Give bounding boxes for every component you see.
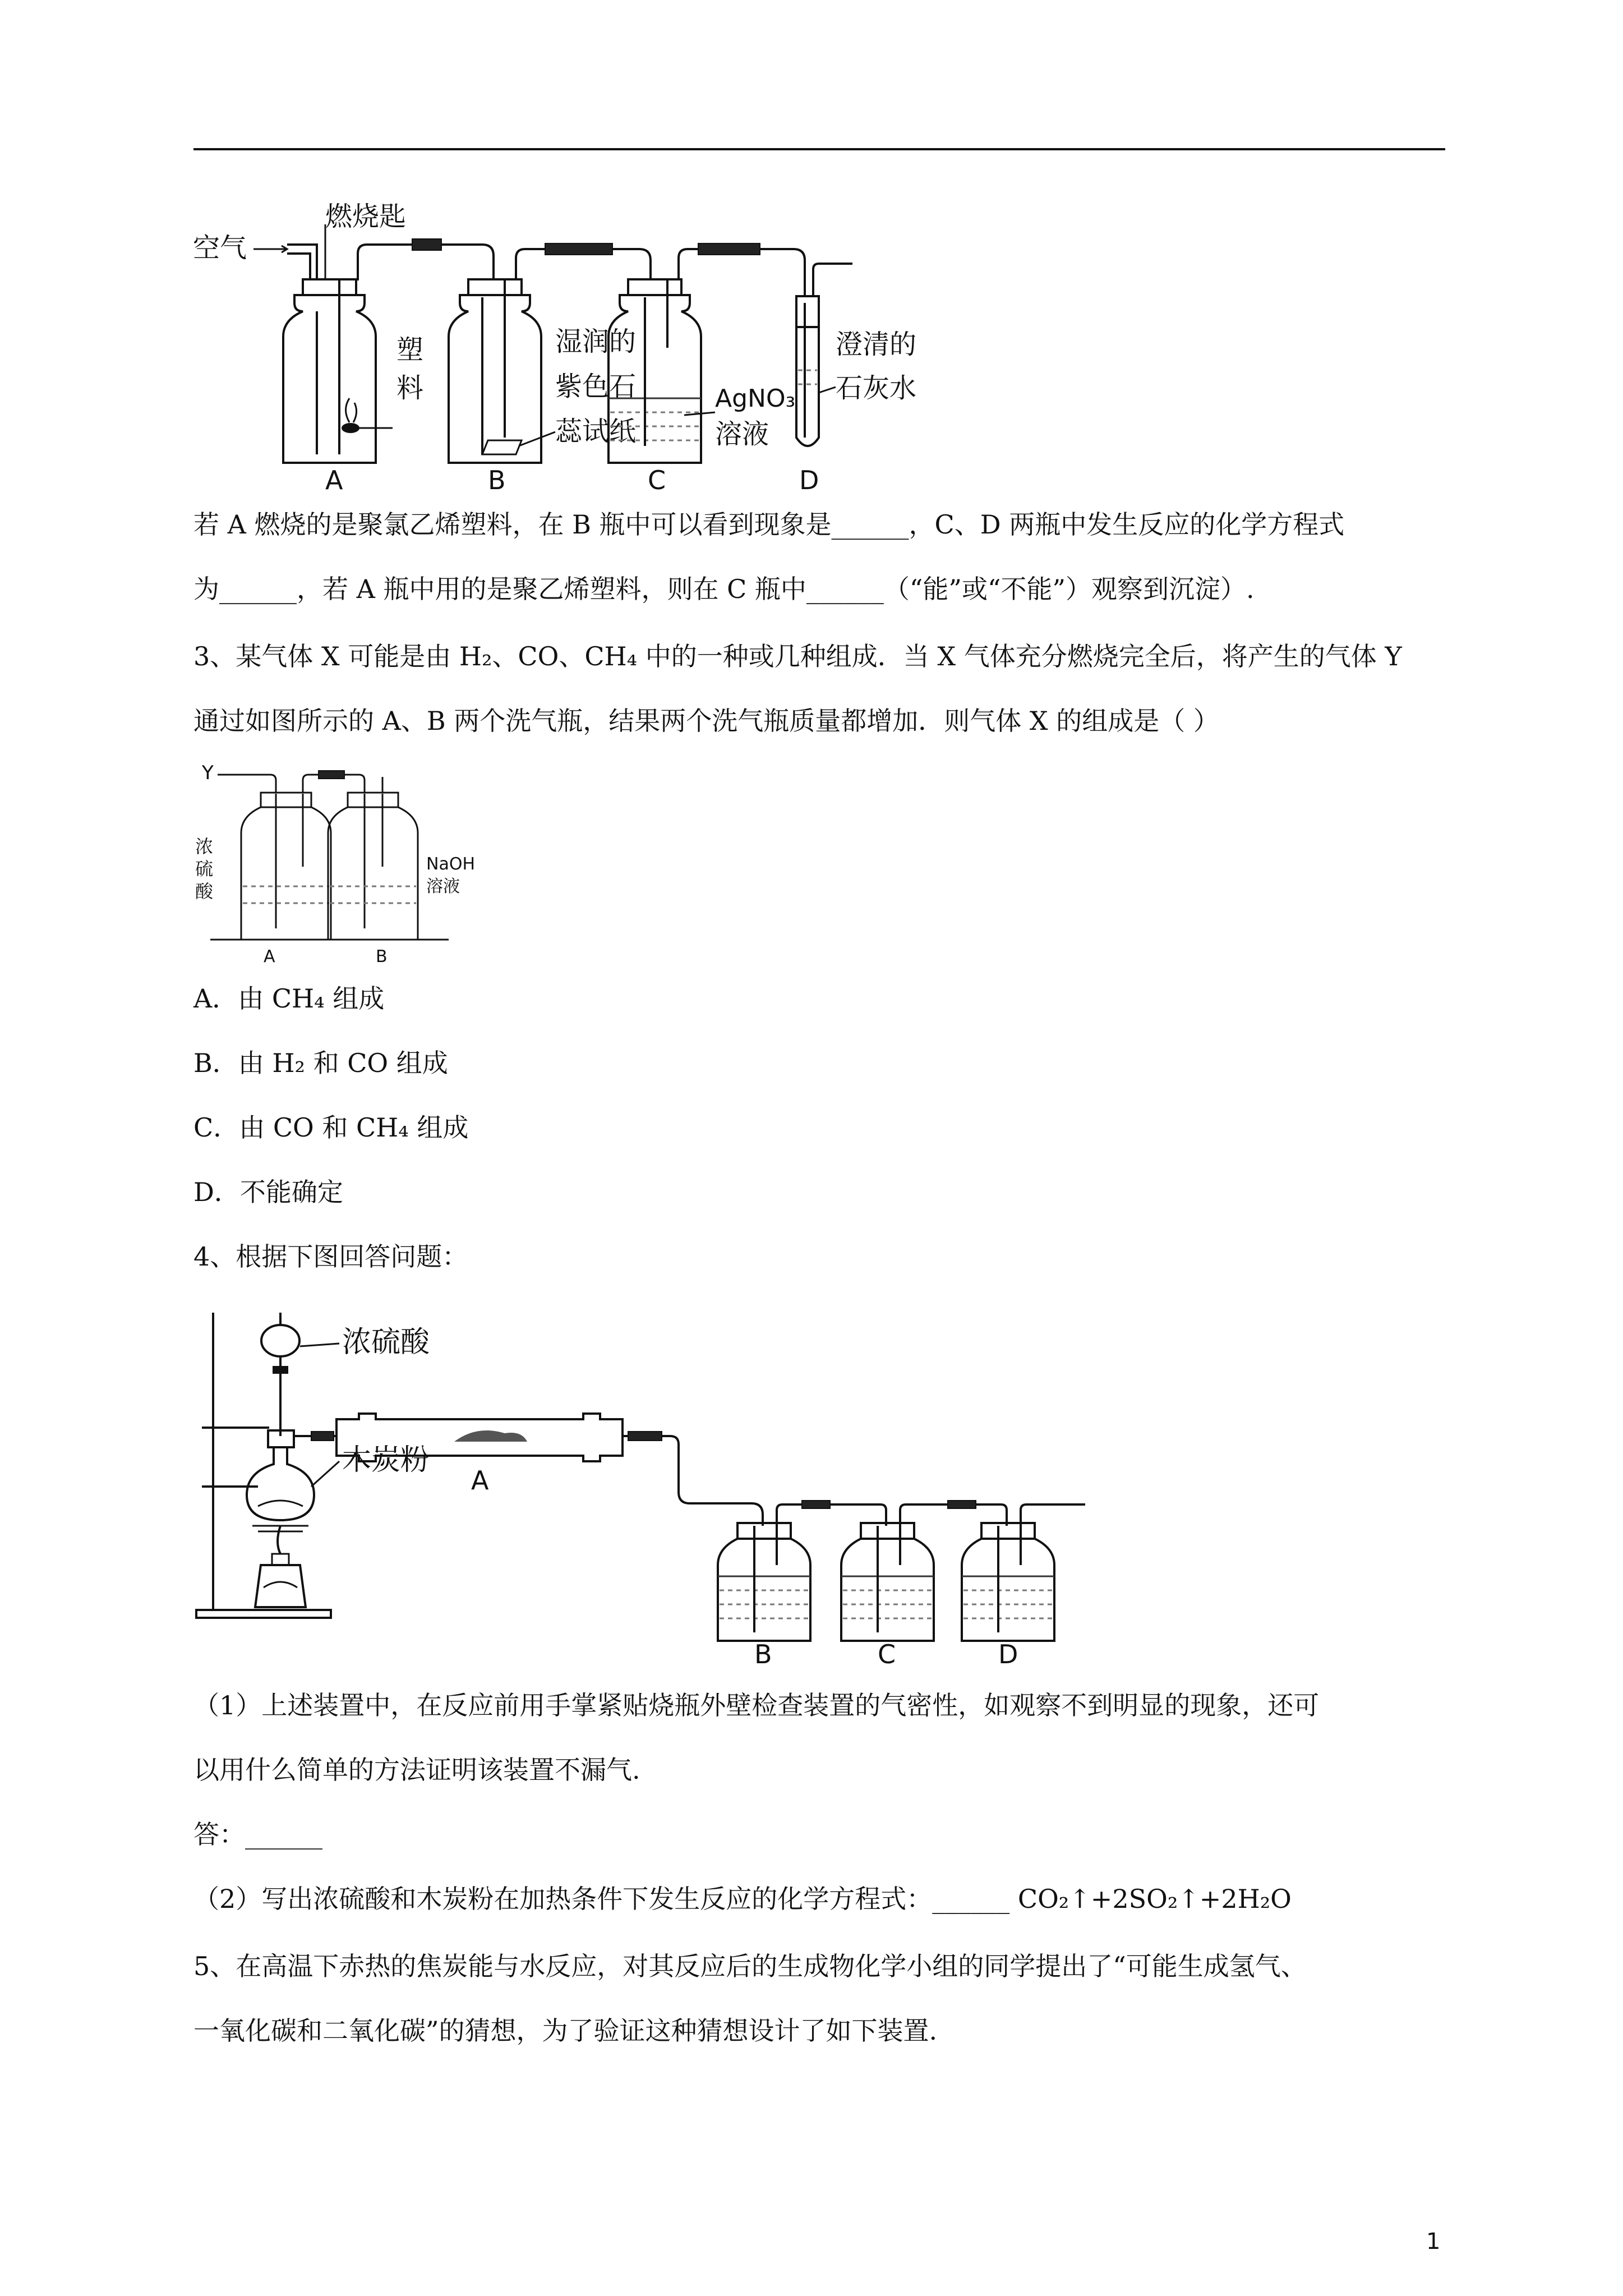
label-agno3-1: AgNO₃ [715,384,796,413]
bottle-label-a: A [325,465,343,495]
label-lime-1: 澄清的 [836,329,917,360]
label-acid-2: 硫 [195,858,214,880]
label-conc-sulfuric: 浓硫酸 [342,1326,430,1359]
label-agno3-2: 溶液 [715,418,769,450]
label-y: Y [202,762,214,784]
iron-stand [196,1313,331,1618]
q3-option-c: C．由 CO 和 CH₄ 组成 [193,1112,469,1143]
wash-bottle-a [241,793,331,940]
label-acid-1: 浓 [195,836,214,857]
bottle-label-d3: D [998,1639,1018,1669]
label-naoh-1: NaOH [426,854,475,874]
label-litmus-1: 湿润的 [555,326,637,357]
bottle-label-c: C [648,465,666,495]
figure-wash-bottles [191,760,505,968]
figure-sulfuric-acid-apparatus [191,1301,1110,1669]
bottle-label-b2: B [376,947,388,967]
bottle-label-a2: A [264,947,275,967]
q4-answer: 答：______ [193,1819,322,1849]
label-air: 空气 [193,232,247,264]
bottle-label-c3: C [878,1639,896,1669]
label-naoh-2: 溶液 [426,877,460,896]
header-rule [193,148,1445,150]
label-litmus-2: 紫色石 [555,371,637,402]
q2-text-line2: 为______，若 A 瓶中用的是聚乙烯塑料，则在 C 瓶中______（“能”或“不能”）观察到沉淀）. [193,574,1255,604]
alcohol-burner [252,1526,308,1607]
absorber-bottle-b [718,1523,810,1641]
bottle-b [449,279,541,463]
q4-title: 4、根据下图回答问题： [193,1241,468,1272]
q3-stem-line1: 3、某气体 X 可能是由 H₂、CO、CH₄ 中的一种或几种组成．当 X 气体充分燃烧完全后，将产生的气体 Y [193,641,1402,671]
bottle-label-b3: B [754,1639,772,1669]
q2-text-line1: 若 A 燃烧的是聚氯乙烯塑料，在 B 瓶中可以看到现象是______，C、D 两瓶中发生反应的化学方程式 [193,509,1345,540]
label-acid-3: 酸 [195,881,214,902]
tube-label-a: A [471,1465,489,1496]
absorber-bottle-c [841,1523,934,1641]
absorber-bottle-d [962,1504,1085,1641]
figure-plastic-combustion-apparatus [191,191,917,495]
bottle-label-b: B [488,465,506,495]
page-number: 1 [1426,2229,1441,2254]
q3-option-a: A．由 CH₄ 组成 [193,983,385,1014]
wash-bottle-b [328,793,418,940]
q5-stem-line1: 5、在高温下赤热的焦炭能与水反应，对其反应后的生成物化学小组的同学提出了“可能生成氢气、 [193,1951,1307,1981]
label-spoon: 燃烧匙 [325,201,407,232]
round-bottom-flask [247,1430,314,1520]
q3-stem-line2: 通过如图所示的 A、B 两个洗气瓶，结果两个洗气瓶质量都增加．则气体 X 的组成是（ ） [193,706,1219,736]
label-lime-2: 石灰水 [836,372,917,404]
q4-part2: （2）写出浓硫酸和木炭粉在加热条件下发生反应的化学方程式：______ CO₂↑+2SO₂↑+2H₂O [193,1884,1292,1914]
label-plastic-1: 塑 [396,334,424,366]
q4-part1-line2: 以用什么简单的方法证明该装置不漏气. [193,1755,640,1785]
q5-stem-line2: 一氧化碳和二氧化碳”的猜想，为了验证这种猜想设计了如下装置. [193,2016,938,2046]
bottle-label-d: D [799,465,819,495]
label-plastic-2: 料 [396,372,424,404]
separatory-funnel [261,1313,299,1436]
q4-part1-line1: （1）上述装置中，在反应前用手掌紧贴烧瓶外壁检查装置的气密性，如观察不到明显的现象，还可 [193,1690,1320,1720]
q3-option-b: B．由 H₂ 和 CO 组成 [193,1048,448,1078]
label-litmus-3: 蕊试纸 [555,416,637,447]
q3-option-d: D．不能确定 [193,1177,343,1207]
label-charcoal: 木炭粉 [342,1443,430,1477]
bottle-a [283,279,376,463]
